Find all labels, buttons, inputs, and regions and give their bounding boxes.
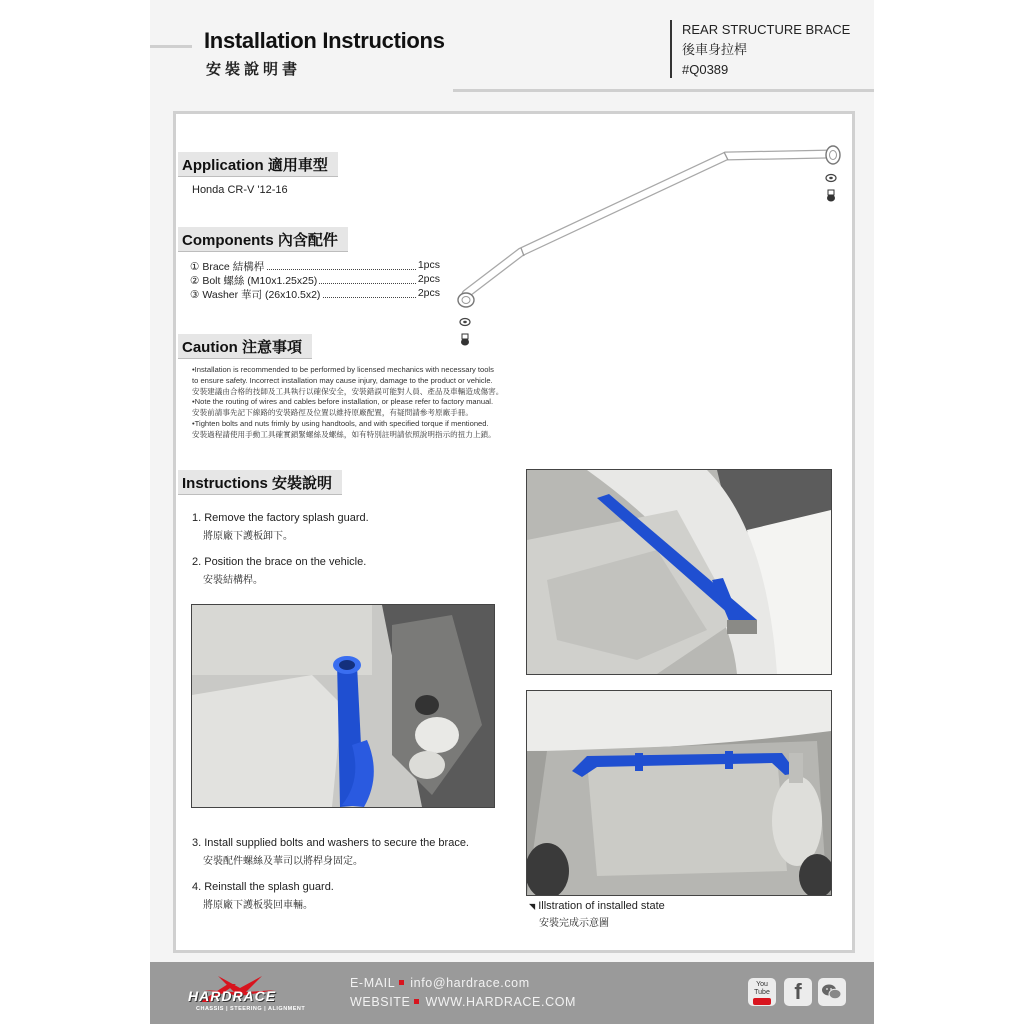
- product-info: [670, 20, 850, 78]
- component-item: [190, 287, 440, 301]
- brace-end-right: [826, 146, 840, 164]
- caption-arrow-icon: ◥: [529, 902, 536, 911]
- photo-brace-closeup: [191, 604, 495, 808]
- instruction-sheet: [150, 0, 874, 1024]
- caution-line: •Note the routing of wires and cables before installation, or please refer to factory manual.: [192, 397, 494, 407]
- red-square-icon: [414, 999, 419, 1004]
- step-text-zh: 安裝配件螺絲及華司以將桿身固定。: [203, 856, 363, 867]
- bolt-icon: [461, 190, 835, 346]
- brand-tagline: CHASSIS | STEERING | ALIGNMENT: [196, 1006, 306, 1012]
- photo-installed-side: [526, 469, 832, 675]
- caution-line: 安裝前請事先記下線路的安裝路徑及位置以維持原廠配置，有疑問請參考原廠手冊。: [192, 408, 473, 418]
- page-title: Installation Instructions: [204, 28, 445, 53]
- caption-text-zh: 安裝完成示意圖: [539, 918, 609, 929]
- content-panel: [173, 111, 855, 953]
- youtube-icon[interactable]: [748, 978, 776, 1006]
- wechat-icon[interactable]: [818, 978, 846, 1006]
- footer-email: [350, 976, 530, 990]
- footer: [150, 962, 874, 1024]
- brand-name: HARDRACE: [188, 988, 277, 1004]
- step-text: 3. Install supplied bolts and washers to secure the brace.: [192, 837, 469, 849]
- components-heading: Components 內含配件: [178, 227, 348, 252]
- facebook-text: f: [794, 979, 802, 1004]
- youtube-text: You Tube: [754, 981, 770, 996]
- instruction-step-4: [192, 881, 334, 911]
- component-number: ②: [190, 275, 200, 287]
- instruction-step-2: [192, 556, 366, 586]
- component-name: Washer 華司 (26x10.5x2): [202, 289, 321, 301]
- step-text: 1. Remove the factory splash guard.: [192, 512, 369, 524]
- component-qty: 2pcs: [417, 273, 440, 285]
- component-item: [190, 259, 440, 273]
- hardrace-logo: [180, 970, 320, 1016]
- caution-line: •Installation is recommended to be performed by licensed mechanics with necessary tools: [192, 365, 494, 374]
- instruction-step-1: [192, 512, 369, 542]
- leader-dots: [250, 269, 416, 270]
- caption-text: Illstration of installed state: [538, 900, 665, 912]
- email-link[interactable]: info@hardrace.com: [410, 976, 530, 990]
- product-code: #Q0389: [682, 62, 729, 77]
- caution-text: [192, 365, 503, 441]
- caution-line: 安裝過程請使用手動工具確實鎖緊螺絲及螺絲，如有特別註明請依照說明指示的扭力上鎖。: [192, 429, 496, 439]
- caution-line: 安裝建議由合格的技師及工具執行以確保安全，安裝錯誤可能對人員、產品及車輛造成傷害。: [192, 386, 504, 396]
- page-title-zh: 安裝說明書: [206, 60, 302, 78]
- website-link[interactable]: WWW.HARDRACE.COM: [425, 995, 577, 1009]
- instructions-heading: Instructions 安裝說明: [178, 470, 342, 495]
- caution-line: •Tighten bolts and nuts frimly by using handtools, and with specified torque if mentioned.: [192, 418, 489, 428]
- photo-installed-rear: [526, 690, 832, 896]
- brace-end-left: [458, 293, 474, 307]
- component-qty: 2pcs: [417, 287, 440, 299]
- step-text: 4. Reinstall the splash guard.: [192, 881, 334, 893]
- red-square-icon: [399, 980, 404, 985]
- step-text-zh: 將原廠下護板裝回車輛。: [203, 900, 313, 911]
- component-name: Bolt 螺絲 (M10x1.25x25): [202, 275, 318, 287]
- application-vehicle: Honda CR-V '12-16: [192, 184, 288, 196]
- component-name: Brace 結構桿: [202, 261, 265, 273]
- email-label: E-MAIL: [350, 976, 396, 990]
- step-text-zh: 安裝結構桿。: [203, 575, 263, 586]
- component-qty: 1pcs: [417, 259, 440, 271]
- website-label: WEBSITE: [350, 995, 411, 1009]
- caution-line: to ensure safety. Incorrect installation may cause injury, damage to the product or vehicle.: [192, 375, 493, 385]
- instruction-step-3: [192, 837, 469, 867]
- component-number: ①: [190, 261, 200, 273]
- footer-website: [350, 995, 576, 1009]
- step-text-zh: 將原廠下護板卸下。: [203, 531, 293, 542]
- step-text: 2. Position the brace on the vehicle.: [192, 556, 367, 568]
- header-accent-line: [150, 45, 192, 48]
- brace-diagram: [446, 134, 846, 349]
- product-name: REAR STRUCTURE BRACE: [682, 22, 851, 37]
- installed-caption: [529, 900, 665, 929]
- facebook-icon[interactable]: [784, 978, 812, 1006]
- header-rule: [453, 89, 874, 92]
- component-number: ③: [190, 289, 200, 301]
- product-name-zh: 後車身拉桿: [682, 42, 748, 57]
- application-heading: Application 適用車型: [178, 152, 338, 177]
- caution-heading: Caution 注意事項: [178, 334, 312, 359]
- component-item: [190, 273, 440, 287]
